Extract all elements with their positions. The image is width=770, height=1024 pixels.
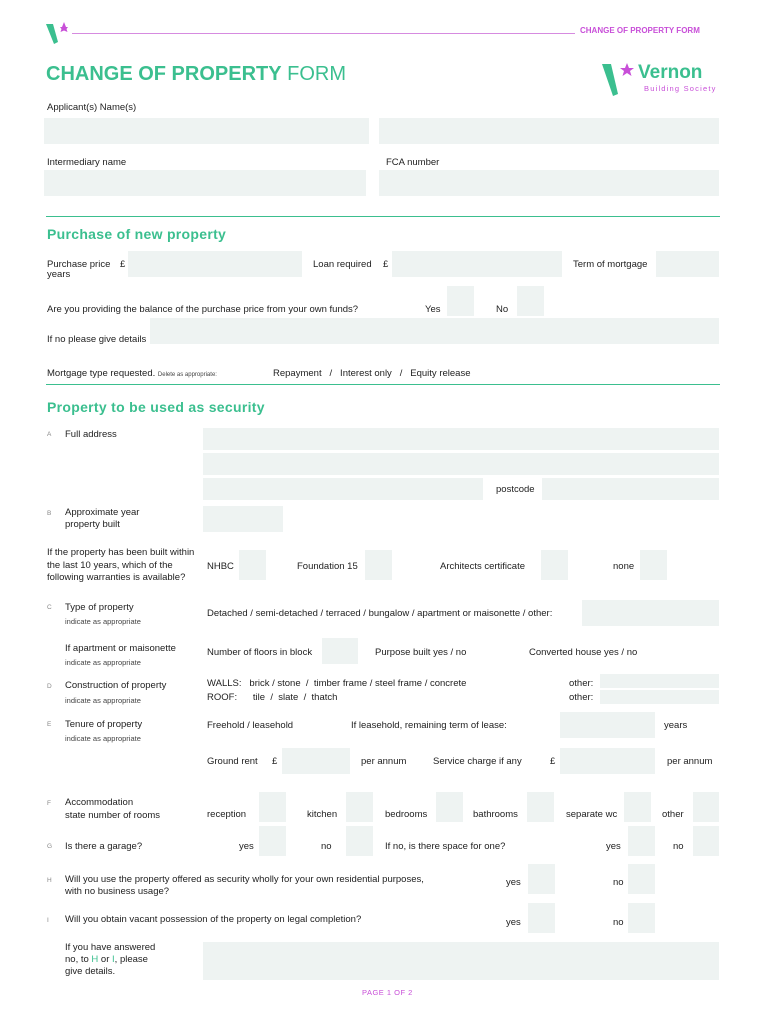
residential-yes-label: yes bbox=[506, 877, 521, 888]
other-rooms-box[interactable] bbox=[693, 792, 719, 822]
apartment-indicate: indicate as appropriate bbox=[65, 658, 141, 667]
vacant-no-box[interactable] bbox=[628, 903, 655, 933]
none-box[interactable] bbox=[640, 550, 667, 580]
answered-2b: , please bbox=[114, 954, 148, 965]
type-other-field[interactable] bbox=[582, 600, 719, 626]
postcode-label: postcode bbox=[496, 484, 535, 495]
year-built-label-2: property built bbox=[65, 519, 120, 530]
term-label: Term of mortgage bbox=[573, 259, 648, 270]
accommodation-label-1: Accommodation bbox=[65, 797, 134, 808]
residential-no-label: no bbox=[613, 877, 624, 888]
mortgage-type-text: Mortgage type requested. bbox=[47, 368, 156, 379]
header-logo-mark bbox=[46, 22, 72, 46]
garage-yes-box[interactable] bbox=[259, 826, 286, 856]
own-funds-yes-label: Yes bbox=[425, 304, 441, 315]
header-form-title-small: CHANGE OF PROPERTY FORM bbox=[580, 26, 700, 35]
details-field[interactable] bbox=[150, 318, 719, 344]
converted-options[interactable]: Converted house yes / no bbox=[529, 647, 638, 658]
space-yes-box[interactable] bbox=[628, 826, 655, 856]
year-built-label-1: Approximate year bbox=[65, 507, 140, 518]
title-light: FORM bbox=[287, 63, 347, 85]
kitchen-box[interactable] bbox=[346, 792, 373, 822]
lease-term-label: If leasehold, remaining term of lease: bbox=[351, 720, 507, 731]
bedrooms-label: bedrooms bbox=[385, 809, 428, 820]
purpose-built-options[interactable]: Purpose built yes / no bbox=[375, 647, 467, 658]
tenure-indicate: indicate as appropriate bbox=[65, 734, 141, 743]
warranty-question-2: the last 10 years, which of the bbox=[47, 560, 173, 571]
residential-yes-box[interactable] bbox=[528, 864, 555, 894]
vacant-yes-label: yes bbox=[506, 917, 521, 928]
answered-text-2 bbox=[65, 954, 148, 965]
tenure-options[interactable]: Freehold / leasehold bbox=[207, 720, 294, 731]
purchase-price-field[interactable] bbox=[128, 251, 302, 277]
own-funds-no-label: No bbox=[496, 304, 509, 315]
foundation-box[interactable] bbox=[365, 550, 392, 580]
separate-wc-box[interactable] bbox=[624, 792, 651, 822]
page-title bbox=[46, 63, 346, 86]
letter-h: H bbox=[47, 877, 52, 884]
applicant-name-2-field[interactable] bbox=[379, 118, 719, 144]
answered-text-3: give details. bbox=[65, 966, 116, 977]
bathrooms-label: bathrooms bbox=[473, 809, 518, 820]
applicant-names-label: Applicant(s) Name(s) bbox=[47, 102, 137, 113]
ground-rent-per-annum: per annum bbox=[361, 756, 407, 767]
answered-text-1: If you have answered bbox=[65, 942, 156, 953]
details-textarea[interactable] bbox=[203, 942, 719, 980]
letter-c: C bbox=[47, 604, 52, 611]
separate-wc-label: separate wc bbox=[566, 809, 618, 820]
answered-i: I bbox=[112, 954, 115, 965]
fca-label: FCA number bbox=[386, 157, 440, 168]
garage-yes-label: yes bbox=[239, 841, 254, 852]
floors-field[interactable] bbox=[322, 638, 358, 664]
roof-options[interactable]: ROOF: tile / slate / thatch bbox=[207, 692, 338, 703]
service-charge-label: Service charge if any bbox=[433, 756, 522, 767]
service-charge-currency: £ bbox=[550, 756, 556, 767]
title-bold: CHANGE OF PROPERTY bbox=[46, 63, 282, 85]
vacant-no-label: no bbox=[613, 917, 624, 928]
letter-i: I bbox=[47, 917, 49, 924]
letter-e: E bbox=[47, 721, 52, 728]
service-charge-field[interactable] bbox=[560, 748, 655, 774]
walls-other-label: other: bbox=[569, 678, 594, 689]
roof-other-label: other: bbox=[569, 692, 594, 703]
answered-or: or bbox=[98, 954, 113, 965]
architects-label: Architects certificate bbox=[440, 561, 525, 572]
space-no-label: no bbox=[673, 841, 684, 852]
garage-question: Is there a garage? bbox=[65, 841, 143, 852]
mortgage-type-label bbox=[47, 368, 217, 379]
bedrooms-box[interactable] bbox=[436, 792, 463, 822]
reception-box[interactable] bbox=[259, 792, 286, 822]
letter-f: F bbox=[47, 800, 51, 807]
section-divider bbox=[46, 216, 720, 217]
own-funds-no-box[interactable] bbox=[517, 286, 544, 316]
address-label: Full address bbox=[65, 429, 117, 440]
roof-other-field[interactable] bbox=[600, 690, 719, 704]
vernon-logo-mark bbox=[600, 62, 636, 98]
tenure-label: Tenure of property bbox=[65, 719, 143, 730]
space-no-box[interactable] bbox=[693, 826, 719, 856]
term-field[interactable] bbox=[656, 251, 719, 277]
address-line-2[interactable] bbox=[203, 453, 719, 475]
letter-g: G bbox=[47, 843, 53, 850]
apartment-label: If apartment or maisonette bbox=[65, 643, 176, 654]
ground-rent-label: Ground rent bbox=[207, 756, 258, 767]
header-rule bbox=[72, 33, 575, 34]
nhbc-label: NHBC bbox=[207, 561, 234, 572]
floors-label: Number of floors in block bbox=[207, 647, 313, 658]
answered-2a: no, to bbox=[65, 954, 92, 965]
bathrooms-box[interactable] bbox=[527, 792, 554, 822]
intermediary-label: Intermediary name bbox=[47, 157, 127, 168]
answered-h: H bbox=[91, 954, 99, 965]
lease-years-label: years bbox=[664, 720, 688, 731]
type-label: Type of property bbox=[65, 602, 134, 613]
own-funds-yes-box[interactable] bbox=[447, 286, 474, 316]
residential-question-1: Will you use the property offered as security wholly for your own residential purposes, bbox=[65, 874, 424, 885]
residential-no-box[interactable] bbox=[628, 864, 655, 894]
type-indicate: indicate as appropriate bbox=[65, 617, 141, 626]
fca-field[interactable] bbox=[379, 170, 719, 196]
loan-currency: £ bbox=[383, 259, 389, 270]
lease-term-field[interactable] bbox=[560, 712, 655, 738]
ground-rent-currency: £ bbox=[272, 756, 278, 767]
reception-label: reception bbox=[207, 809, 247, 820]
mortgage-divider bbox=[46, 384, 720, 385]
intermediary-field[interactable] bbox=[44, 170, 366, 196]
nhbc-box[interactable] bbox=[239, 550, 266, 580]
walls-options[interactable]: WALLS: brick / stone / timber frame / steel frame / concrete bbox=[207, 678, 467, 689]
garage-no-label: no bbox=[321, 841, 332, 852]
page-number: PAGE 1 OF 2 bbox=[362, 988, 413, 997]
garage-no-box[interactable] bbox=[346, 826, 373, 856]
vernon-logo-name: Vernon bbox=[638, 62, 703, 83]
construction-label: Construction of property bbox=[65, 680, 167, 691]
other-rooms-label: other bbox=[662, 809, 684, 820]
year-built-field[interactable] bbox=[203, 506, 283, 532]
foundation-label: Foundation 15 bbox=[297, 561, 358, 572]
type-options[interactable]: Detached / semi-detached / terraced / bungalow / apartment or maisonette / other: bbox=[207, 608, 553, 619]
purchase-years-label: years bbox=[47, 269, 71, 280]
warranty-question-1: If the property has been built within bbox=[47, 547, 195, 558]
kitchen-label: kitchen bbox=[307, 809, 338, 820]
residential-question-2: with no business usage? bbox=[65, 886, 170, 897]
mortgage-type-options[interactable]: Repayment / Interest only / Equity release bbox=[273, 368, 471, 379]
architects-box[interactable] bbox=[541, 550, 568, 580]
vacant-question: Will you obtain vacant possession of the property on legal completion? bbox=[65, 914, 362, 925]
accommodation-label-2: state number of rooms bbox=[65, 810, 161, 821]
construction-indicate: indicate as appropriate bbox=[65, 696, 141, 705]
security-heading: Property to be used as security bbox=[47, 399, 265, 415]
vernon-logo-sub: Building Society bbox=[644, 84, 717, 93]
vernon-logo bbox=[600, 62, 722, 98]
loan-label: Loan required bbox=[313, 259, 372, 270]
delete-note: Delete as appropriate: bbox=[157, 372, 217, 378]
loan-field[interactable] bbox=[392, 251, 562, 277]
own-funds-question: Are you providing the balance of the purchase price from your own funds? bbox=[47, 304, 359, 315]
service-charge-per-annum: per annum bbox=[667, 756, 713, 767]
purchase-heading: Purchase of new property bbox=[47, 226, 227, 242]
letter-d: D bbox=[47, 683, 52, 690]
applicant-name-1-field[interactable] bbox=[44, 118, 369, 144]
letter-a: A bbox=[47, 431, 52, 438]
address-line-3[interactable] bbox=[203, 478, 483, 500]
space-question: If no, is there space for one? bbox=[385, 841, 506, 852]
address-line-1[interactable] bbox=[203, 428, 719, 450]
letter-b: B bbox=[47, 510, 52, 517]
purchase-price-label: Purchase price bbox=[47, 259, 111, 270]
purchase-price-currency: £ bbox=[120, 259, 126, 270]
space-yes-label: yes bbox=[606, 841, 621, 852]
warranty-question-3: following warranties is available? bbox=[47, 572, 186, 583]
walls-other-field[interactable] bbox=[600, 674, 719, 688]
none-label: none bbox=[613, 561, 635, 572]
vacant-yes-box[interactable] bbox=[528, 903, 555, 933]
postcode-field[interactable] bbox=[542, 478, 719, 500]
ground-rent-field[interactable] bbox=[282, 748, 350, 774]
details-label: If no please give details bbox=[47, 334, 147, 345]
